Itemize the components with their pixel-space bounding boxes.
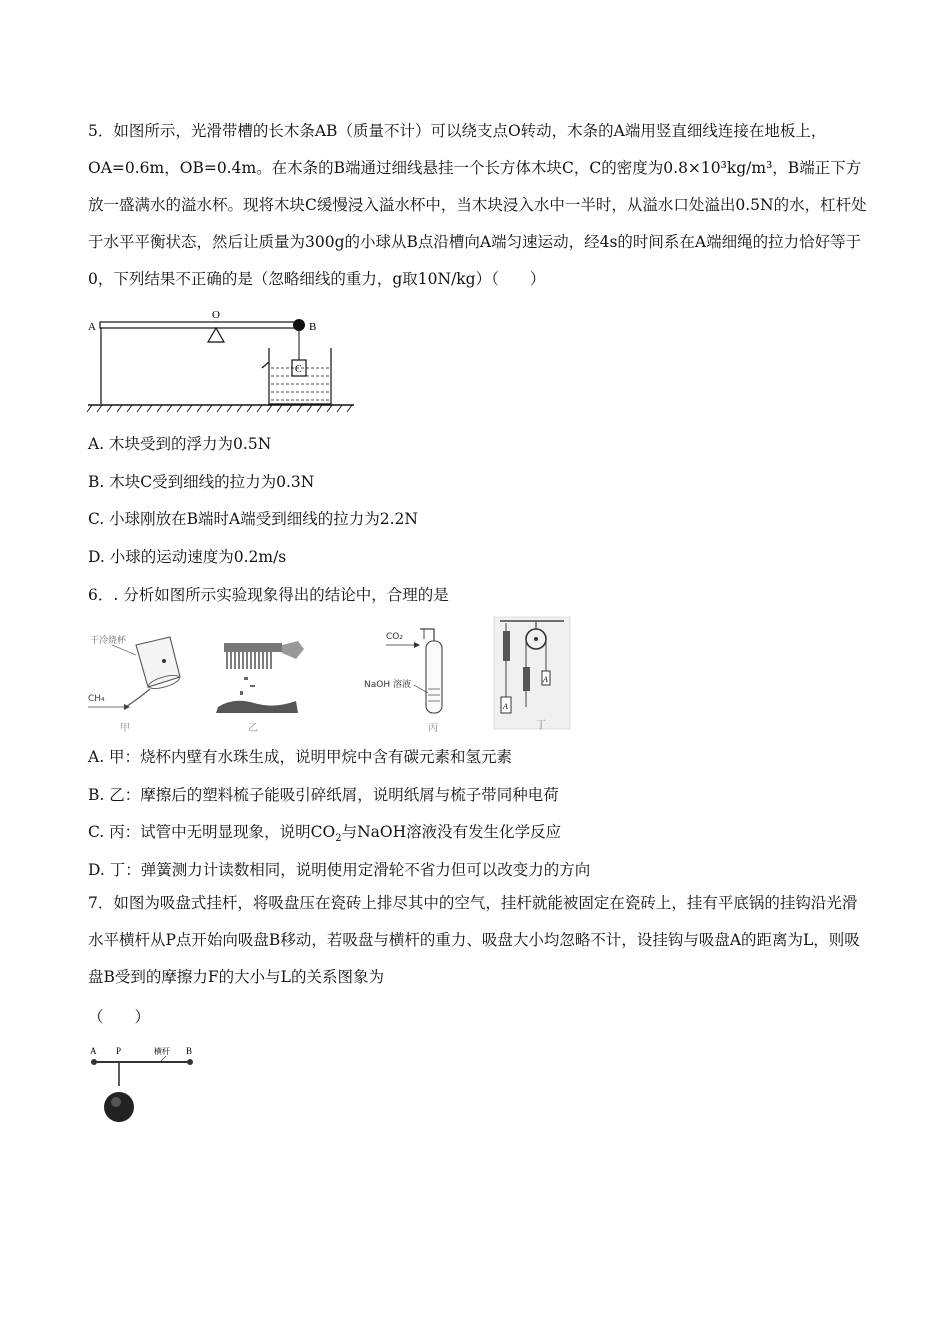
experiment-bing [364,629,442,734]
q7-answer-paren: （ ） [88,1008,151,1026]
rod-label-b: B [186,1046,193,1056]
q6-option-c-pre: C. 丙：试管中无明显现象，说明CO [88,823,336,841]
caption-yi: 乙 [248,723,258,734]
question-5-text: 5．如图所示，光滑带槽的长木条AB（质量不计）可以绕支点O转动，木条的A端用竖直细线连接在地板上，OA=0.6m，OB=0.4m。在木条的B端通过细线悬挂一个长方体木块C，C的密度为0.8×10³kg/m³，B端正下方放一盛满水的溢水杯。现将木块C缓慢浸入溢水杯中，当木块浸入水中一半时，从溢水口处溢出0.5N的水，杠杆处于水平平衡状态，然后让质量为300g的小球从B点沿槽向A端匀速运动，经4s的时间系在A端细绳的拉力恰好等于0，下列结果不正确的是（忽略细线的重力，g取10N/kg）（ ） [88,122,867,288]
experiment-ding [494,617,570,731]
rod-label-crossbar: 横杆 [154,1047,170,1056]
q5-option-c: C. 小球刚放在B端时A端受到细线的拉力为2.2N [88,510,418,528]
q6-option-a: A. 甲：烧杯内壁有水珠生成，说明甲烷中含有碳元素和氢元素 [88,748,513,766]
lever-label-o: O [212,309,220,321]
rod-label-a: A [90,1046,97,1056]
weight-label-right: A [543,675,548,684]
block-label-c: C [295,364,302,375]
q5-option-b: B. 木块C受到细线的拉力为0.3N [88,473,315,491]
lever-figure [86,304,356,416]
beaker-label: 干冷烧杯 [90,636,127,646]
q6-option-c [88,820,561,844]
caption-bing: 丙 [428,723,438,734]
caption-ding: 丁 [536,720,546,731]
caption-jia: 甲 [120,723,130,734]
experiment-jia [88,634,181,734]
experiment-figure [84,615,574,737]
q5-option-a: A. 木块受到的浮力为0.5N [88,435,272,453]
question-7-text: 7．如图为吸盘式挂杆，将吸盘压在瓷砖上排尽其中的空气，挂杆就能被固定在瓷砖上，挂有平底锅的挂钩沿光滑水平横杆从P点开始向吸盘B移动，若吸盘与横杆的重力、吸盘大小均忽略不计，设挂钩与吸盘A的距离为L，则吸盘B受到的摩擦力F的大小与L的关系图象为 [88,894,860,986]
hanging-rod-figure [88,1044,203,1126]
experiment-yi [216,641,304,734]
q6-option-c-sub: 2 [335,833,342,845]
lever-label-a: A [88,321,96,333]
ch4-label: CH₄ [88,694,105,704]
q6-option-d: D. 丁：弹簧测力计读数相同，说明使用定滑轮不省力但可以改变力的方向 [88,861,591,879]
weight-label-left: A [503,702,508,711]
q5-option-d: D. 小球的运动速度为0.2m/s [88,548,287,566]
q6-option-b: B. 乙：摩擦后的塑料梳子能吸引碎纸屑，说明纸屑与梳子带同种电荷 [88,786,559,804]
q6-option-c-post: 与NaOH溶液没有发生化学反应 [341,823,562,841]
rod-label-p: P [116,1046,122,1056]
naoh-label: NaOH 溶液 [364,680,411,690]
lever-label-b: B [309,321,317,333]
question-6-text: 6．. 分析如图所示实验现象得出的结论中，合理的是 [88,586,449,604]
co2-label: CO₂ [386,632,403,642]
